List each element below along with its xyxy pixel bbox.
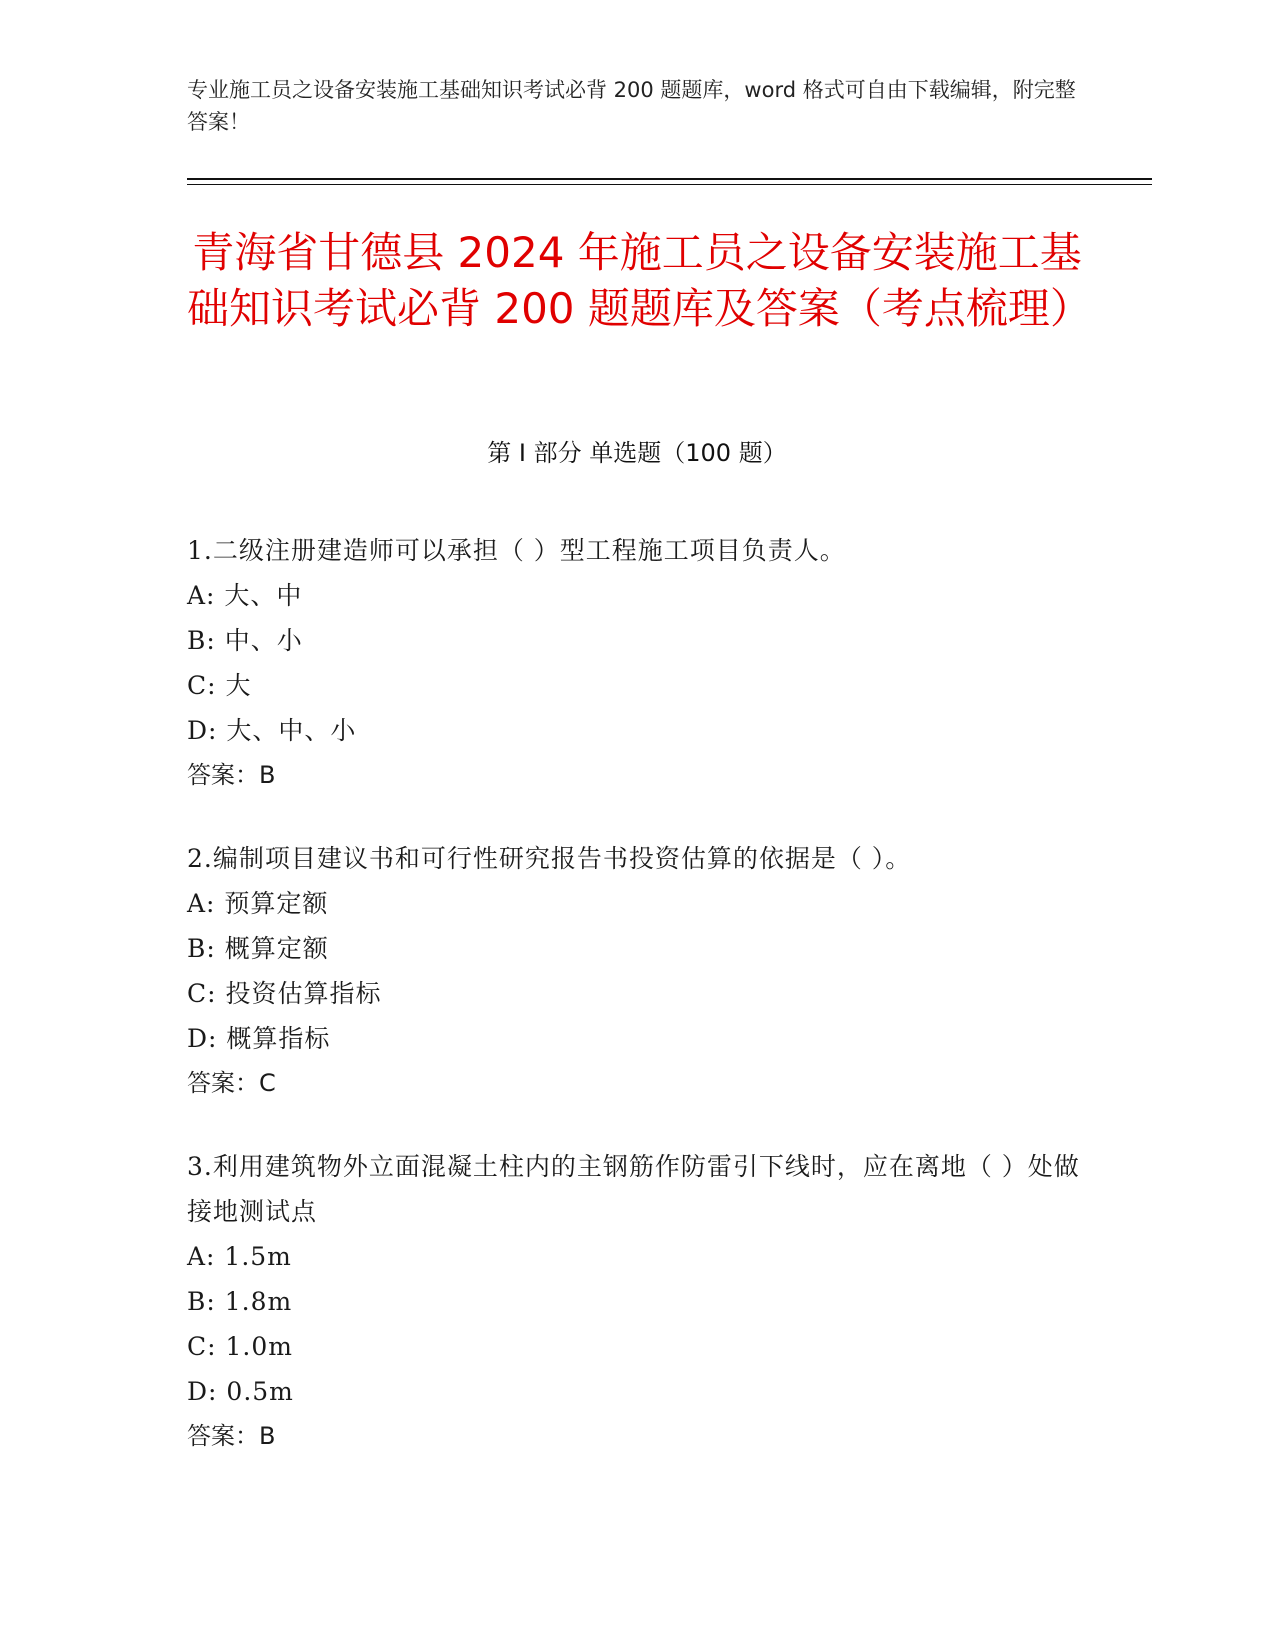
option-b: B: 中、小 (187, 626, 303, 655)
question-2 (187, 836, 1087, 1106)
answer: 答案：C (187, 1069, 276, 1097)
option-d: D: 大、中、小 (187, 716, 357, 745)
document-title: 青海省甘德县 2024 年施工员之设备安装施工基础知识考试必背 200 题题库及答案（考点梳理） (187, 228, 1092, 333)
question-1 (187, 528, 1087, 798)
option-c: C: 投资估算指标 (187, 979, 382, 1008)
section-title: 第 I 部分 单选题（100 题） (487, 439, 787, 467)
question-3 (187, 1144, 1087, 1459)
header-divider-thin (187, 184, 1152, 185)
question-list (187, 528, 1087, 1497)
header-divider-thick (187, 178, 1152, 180)
option-d: D: 概算指标 (187, 1024, 331, 1053)
option-b: B: 1.8m (187, 1287, 293, 1316)
question-stem: 3.利用建筑物外立面混凝土柱内的主钢筋作防雷引下线时，应在离地（ ）处做接地测试点 (187, 1152, 1080, 1226)
option-a: A: 1.5m (187, 1242, 292, 1271)
option-c: C: 1.0m (187, 1332, 293, 1361)
question-stem: 2.编制项目建议书和可行性研究报告书投资估算的依据是（ ）。 (187, 844, 912, 873)
option-a: A: 预算定额 (187, 889, 329, 918)
option-a: A: 大、中 (187, 581, 303, 610)
question-stem: 1.二级注册建造师可以承担（ ）型工程施工项目负责人。 (187, 536, 846, 565)
answer: 答案：B (187, 761, 276, 789)
option-c: C: 大 (187, 671, 252, 700)
header-note: 专业施工员之设备安装施工基础知识考试必背 200 题题库，word 格式可自由下载编辑，附完整答案！ (187, 78, 1076, 134)
answer: 答案：B (187, 1422, 276, 1450)
option-d: D: 0.5m (187, 1377, 294, 1406)
option-b: B: 概算定额 (187, 934, 329, 963)
